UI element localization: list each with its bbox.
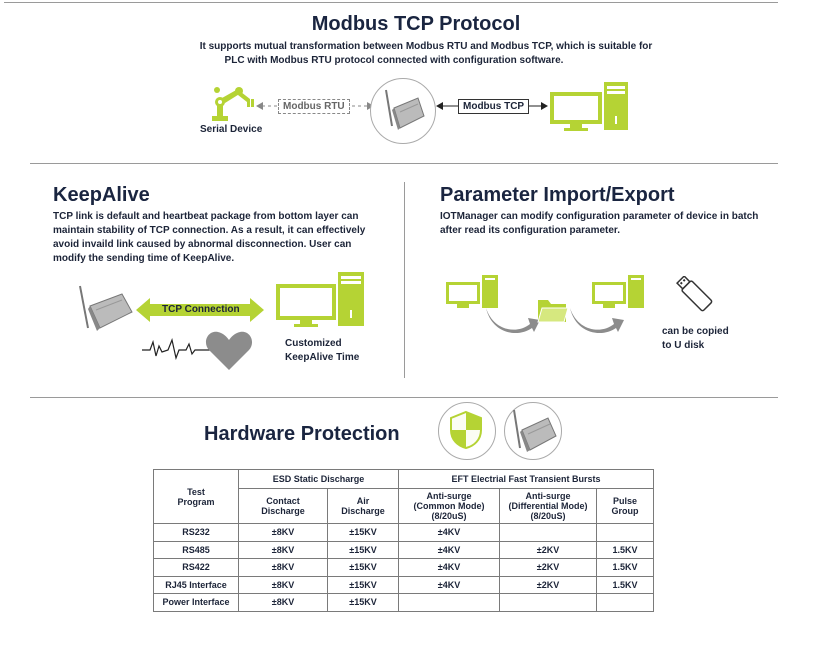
- header-eft: EFT Electrial Fast Transient Bursts: [399, 470, 654, 489]
- subheader-contact: Contact Discharge: [239, 489, 328, 524]
- cell: 1.5KV: [597, 559, 654, 577]
- modbus-rtu-label: Modbus RTU: [278, 99, 350, 114]
- cell: [597, 524, 654, 542]
- cell: ±15KV: [328, 524, 399, 542]
- curve-arrow-1: [484, 306, 540, 336]
- keepalive-desc-4: modify the sending time of KeepAlive.: [53, 253, 235, 264]
- subheader-anti-surge-common: Anti-surge (Common Mode) (8/20uS): [399, 489, 500, 524]
- cell: ±8KV: [239, 541, 328, 559]
- copy-label-1: can be copied: [662, 326, 729, 337]
- cell: ±8KV: [239, 559, 328, 577]
- computer-icon: [444, 274, 500, 310]
- computer-icon: [274, 270, 366, 328]
- folder-icon: [536, 296, 570, 324]
- table-row: [154, 594, 654, 612]
- cell: [399, 594, 500, 612]
- cell: ±2KV: [500, 541, 597, 559]
- modbus-desc-1: It supports mutual transformation between Modbus RTU and Modbus TCP, which is suitable for: [199, 41, 653, 52]
- cell: 1.5KV: [597, 576, 654, 594]
- cell: ±4KV: [399, 541, 500, 559]
- table-row: [154, 541, 654, 559]
- top-divider: [4, 2, 778, 3]
- cell: RS232: [154, 524, 239, 542]
- router-device-icon: [508, 408, 560, 454]
- router-device-icon: [76, 284, 138, 334]
- cell: RS485: [154, 541, 239, 559]
- param-desc-1: IOTManager can modify configuration parameter of device in batch: [440, 211, 759, 222]
- subheader-air: Air Discharge: [328, 489, 399, 524]
- cell: [500, 594, 597, 612]
- subheader-pulse-group: Pulse Group: [597, 489, 654, 524]
- cell: 1.5KV: [597, 541, 654, 559]
- cell: [500, 524, 597, 542]
- router-device-icon: [378, 86, 428, 134]
- customized-label-2: KeepAlive Time: [285, 352, 360, 363]
- customized-label-1: Customized: [285, 338, 342, 349]
- cell: ±4KV: [399, 524, 500, 542]
- cell: ±8KV: [239, 524, 328, 542]
- copy-label-2: to U disk: [662, 340, 705, 351]
- table-row: [154, 559, 654, 577]
- tcp-connection-label: TCP Connection: [162, 304, 240, 315]
- modbus-desc-2: PLC with Modbus RTU protocol connected with configuration software.: [224, 55, 564, 66]
- section-divider-1: [30, 163, 778, 164]
- header-esd: ESD Static Discharge: [239, 470, 399, 489]
- shield-icon: [448, 410, 484, 450]
- cell: RJ45 Interface: [154, 576, 239, 594]
- section-divider-2: [30, 397, 778, 398]
- table-row: [154, 524, 654, 542]
- keepalive-title: KeepAlive: [53, 184, 150, 206]
- cell: ±15KV: [328, 594, 399, 612]
- keepalive-desc-1: TCP link is default and heartbeat package from bottom layer can: [53, 211, 359, 222]
- cell: ±4KV: [399, 559, 500, 577]
- cell: RS422: [154, 559, 239, 577]
- cell: ±2KV: [500, 576, 597, 594]
- cell: ±15KV: [328, 559, 399, 577]
- keepalive-desc-3: avoid invaild link caused by abnormal disconnection. User can: [53, 239, 352, 250]
- heart-icon: [204, 326, 254, 374]
- cell: Power Interface: [154, 594, 239, 612]
- keepalive-desc-2: maintain stability of TCP connection. As a result, it can effectively: [53, 225, 366, 236]
- subheader-anti-surge-diff: Anti-surge (Differential Mode) (8/20uS): [500, 489, 597, 524]
- modbus-title: Modbus TCP Protocol: [311, 13, 521, 35]
- protection-table: [153, 469, 654, 612]
- computer-icon: [590, 274, 646, 310]
- param-title: Parameter Import/Export: [440, 184, 675, 206]
- cell: ±15KV: [328, 541, 399, 559]
- table-row: [154, 576, 654, 594]
- serial-device-label: Serial Device: [200, 124, 263, 135]
- cell: ±15KV: [328, 576, 399, 594]
- cell: [597, 594, 654, 612]
- curve-arrow-2: [568, 306, 624, 336]
- modbus-tcp-label: Modbus TCP: [458, 99, 529, 114]
- robot-arm-icon: [208, 84, 258, 124]
- cell: ±8KV: [239, 594, 328, 612]
- usb-drive-icon: [676, 276, 722, 320]
- vertical-divider: [404, 182, 405, 378]
- computer-icon: [548, 80, 630, 132]
- cell: ±4KV: [399, 576, 500, 594]
- cell: ±8KV: [239, 576, 328, 594]
- header-test-program: Test Program: [154, 470, 239, 524]
- cell: ±2KV: [500, 559, 597, 577]
- param-desc-2: after read its configuration parameter.: [440, 225, 621, 236]
- hardware-title: Hardware Protection: [204, 423, 400, 445]
